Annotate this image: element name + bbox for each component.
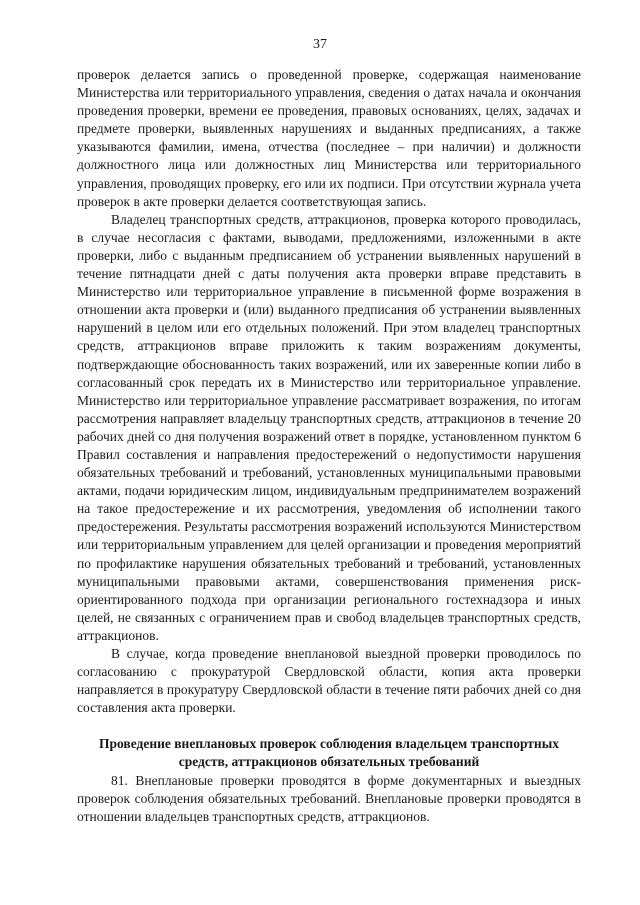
section-spacer bbox=[77, 717, 581, 735]
paragraph-inspection-record: проверок делается запись о проведенной проверке, содержащая наименование Министерства или территориального управления, сведения о датах начала и окончания проведения проверки, времени ее проведения, правовых основаниях, целях, задачах и предмете проверки, выявленных нарушениях и выданных предписаниях, а также указываются фамилии, имена, отчества (последнее – при наличии) и должности должностного лица или должностных лиц Министерства или территориального управления, проводящих проверку, его или их подписи. При отсутствии журнала учета проверок в акте проверки делается соответствующая запись. bbox=[77, 67, 581, 209]
paragraph-prosecutor-copy: В случае, когда проведение внеплановой выездной проверки проводилось по согласованию с прокуратурой Свердловской области, копия акта проверки направляется в прокуратуру Свердловской области в течение пяти рабочих дней со дня составления акта проверки. bbox=[77, 646, 581, 716]
page-number: 37 bbox=[313, 37, 327, 52]
section-heading: Проведение внеплановых проверок соблюдения владельцем транспортных средств, аттракционов обязательных требований bbox=[98, 736, 559, 770]
document-body bbox=[77, 66, 581, 826]
paragraph-item-81: 81. Внеплановые проверки проводятся в форме документарных и выездных проверок соблюдения обязательных требований. Внеплановые проверки проводятся в отношении владельцев транспортных средств, аттракционов. bbox=[77, 772, 581, 824]
paragraph-objections: Владелец транспортных средств, аттракционов, проверка которого проводилась, в случае несогласия с фактами, выводами, предложениями, изложенными в акте проверки, либо с выданным предписанием об устранении выявленных нарушений в течение пятнадцати дней с даты получения акта проверки вправе представить в Министерство или территориальное управление в письменной форме возражения в отношении акта проверки и (или) выданного предписания об устранении выявленных нарушений в целом или его отдельных положений. При этом владелец транспортных средств, аттракционов вправе приложить к таким возражениям документы, подтверждающие обоснованность таких возражений, или их заверенные копии либо в согласованный срок передать их в Министерство или территориальное управление. Министерство или территориальное управление рассматривает возражения, по итогам рассмотрения направляет владельцу транспортных средств, аттракционов в течение 20 рабочих дней со дня получения возражений ответ в порядке, установленном пунктом 6 Правил составления и направления предостережений о недопустимости нарушения обязательных требований и требований, установленных муниципальными правовыми актами, подачи юридическим лицом, индивидуальным предпринимателем возражений на такое предостережение и их рассмотрения, уведомления об исполнении такого предостережения. Результаты рассмотрения возражений используются Министерством или территориальным управлением для целей организации и проведения мероприятий по профилактике нарушения обязательных требований и требований, установленных муниципальными правовыми актами, совершенствования применения риск-ориентированного подхода при организации регионального гостехнадзора и иных целей, не связанных с ограничением прав и свобод владельцев транспортных средств, аттракционов. bbox=[77, 211, 581, 643]
